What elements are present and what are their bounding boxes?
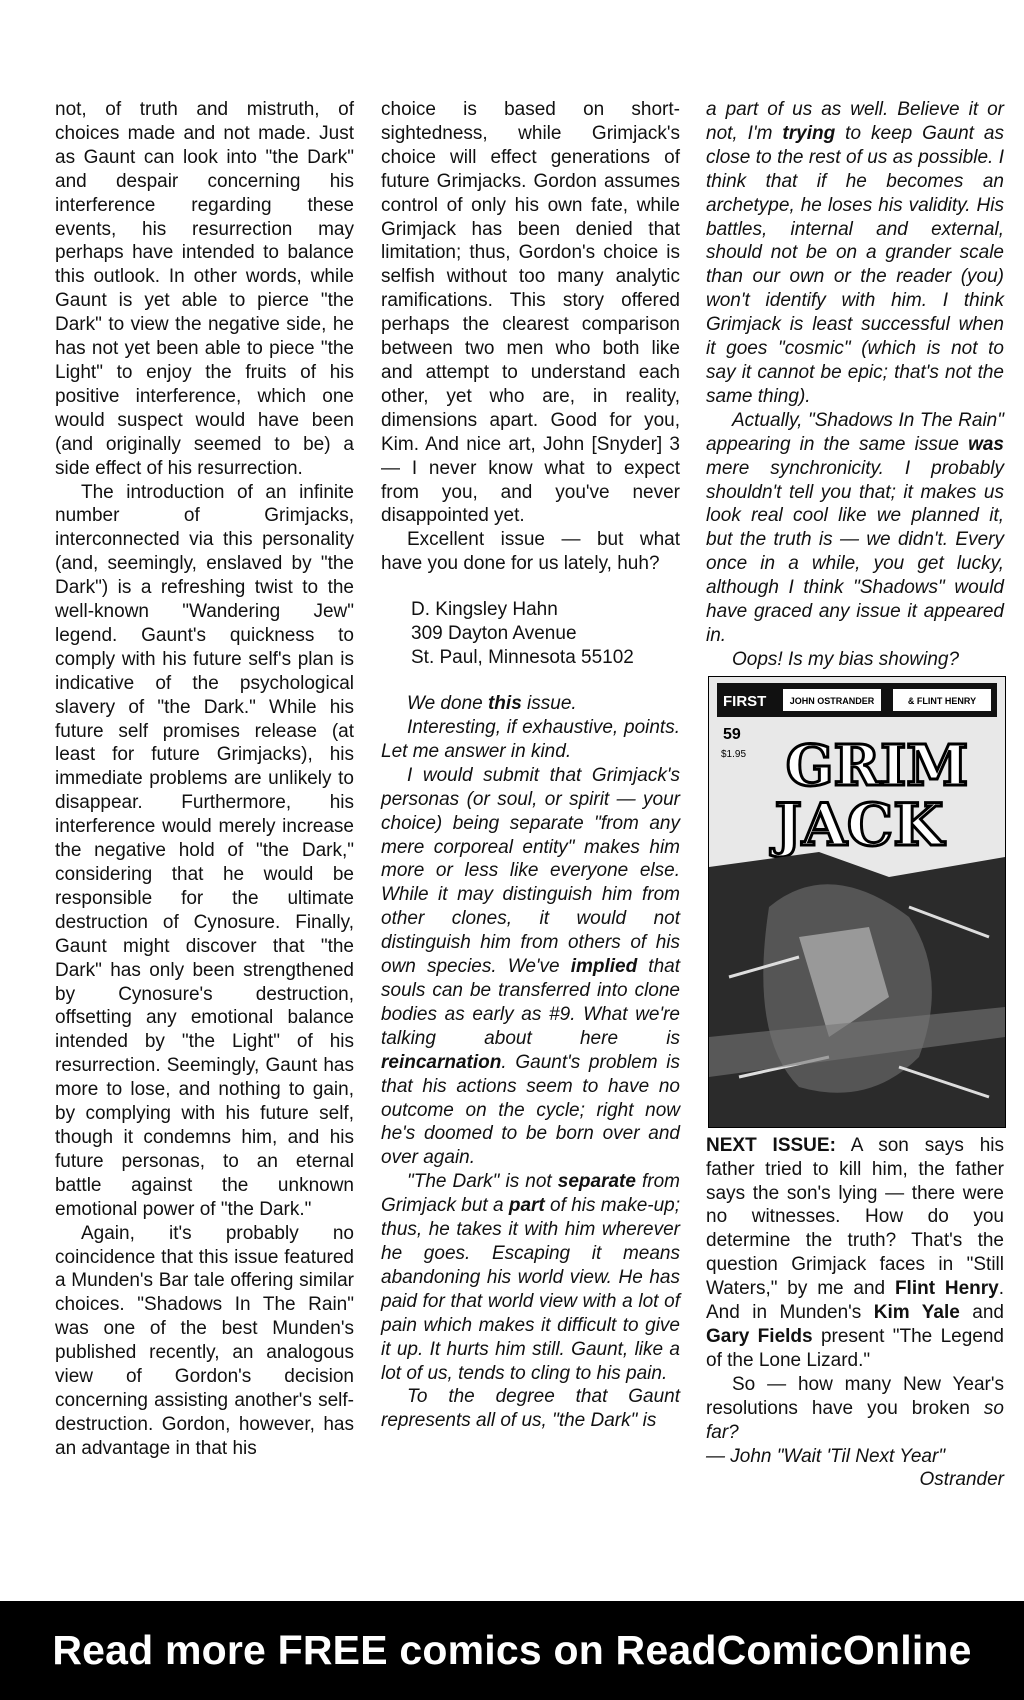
writer-street: 309 Dayton Avenue — [411, 623, 577, 645]
reply-paragraph-5: To the degree that Gaunt represents all of us, "the Dark" is — [381, 1386, 680, 1432]
credit-left: JOHN OSTRANDER — [789, 695, 875, 706]
column-2 — [381, 98, 680, 1433]
title-logo-bottom: JACK — [774, 790, 944, 859]
column-3 — [706, 98, 1004, 1492]
letter-writer-address — [411, 598, 680, 670]
next-issue-paragraph: NEXT ISSUE: A son says his father tried to kill him, the father says the son's lying — there were no witnesses. How do you determine the truth? That's the question Grimjack faces in "Still Waters," by me and Flint Henry. And in Munden's Kim Yale and Gary Fields present "The Legend of the Lone Lizard." — [706, 1134, 1004, 1371]
col1-paragraph-1: not, of truth and mistruth, of choices made and not made. Just as Gaunt can look into "the Dark" and despair concerning his interference regarding these events, his resurrection may perhaps have intended to balance this outlook. In other words, while Gaunt is yet able to pierce "the Dark" to view the negative side, he has not yet been able to piece "the Light" to enjoy the fruits of his positive interference, which one would suspect would have been (and originally seemed to be) a side effect of his resurrection. — [55, 99, 354, 479]
reply-paragraph-8: Oops! Is my bias showing? — [732, 648, 960, 670]
col1-paragraph-3: Again, it's probably no coincidence that this issue featured a Munden's Bar tale offering similar choices. "Shadows In The Rain" was one of the best Munden's published recently, an analogous view of Gordon's decision concerning assisting another's self-destruction. Gordon, however, has an advantage in that his — [55, 1222, 354, 1459]
reply-paragraph-6: a part of us as well. Believe it or not, I'm trying to keep Gaunt as close to the rest of us as possible. I think that if he becomes an archetype, he loses his validity. His battles, internal and external, should not be on a grander scale than our own or the reader (you) won't identify with him. I think Grimjack is least successful when it goes "cosmic" (which is not to say it cannot be epic; that's not the same thing). — [706, 99, 1004, 407]
writer-city: St. Paul, Minnesota 55102 — [411, 647, 634, 669]
cover-price: $1.95 — [721, 748, 747, 760]
reply-paragraph-3: I would submit that Grimjack's personas (or soul, or spirit — your choice) being separate "from any mere corporeal entity" makes him more or less like everyone else. While it may distinguish him from other clones, it would not distinguish him from others of his own species. We've implied that souls can be transferred into clone bodies as early as #9. What we're talking about here is reincarnation. Gaunt's problem is that his actions seem to have no outcome on the cycle; right now he's doomed to be born over and over again. — [381, 764, 680, 1169]
reply-paragraph-7: Actually, "Shadows In The Rain" appearing in the same issue was mere synchronicity. I probably shouldn't tell you that; it makes us look real cool like we planned it, but the truth is — we didn't. Every once in a while, you get lucky, although I think "Shadows" would have graced any issue it appeared in. — [706, 409, 1004, 646]
writer-name: D. Kingsley Hahn — [411, 599, 558, 621]
signature-line-1: — John "Wait 'Til Next Year" — [706, 1445, 946, 1467]
reply-paragraph-4: "The Dark" is not separate from Grimjack but a part of his make-up; thus, he takes it with him wherever he goes. Escaping it means abandoning his world view. He has paid for that world view with a lot of pain which makes it difficult to give it up. It hurts him still. Gaunt, like a lot of us, tends to cling to his pain. — [381, 1171, 681, 1384]
title-logo-top: GRIM — [785, 732, 969, 799]
issue-number: 59 — [723, 725, 741, 743]
banner-text: Read more FREE comics on ReadComicOnline — [52, 1627, 972, 1673]
reply-paragraph-2: Interesting, if exhaustive, points. Let me answer in kind. — [381, 717, 680, 762]
col1-paragraph-2: The introduction of an infinite number of Grimjacks, interconnected via this personality (and, seemingly, enslaved by "the Dark") is a refreshing twist to the well-known "Wandering Jew" legend. Gaunt's quickness to comply with his future self's plan is indicative of the psychological slavery of "the Dark." While his future self promises release (at least for future Grimjacks), his immediate problems are unlikely to disappear. Furthermore, his interference would merely increase the negative hold of "the Dark," considering that he would be responsible for the ultimate destruction of Cynosure. Finally, Gaunt might discover that "the Dark" has only been strengthened by Cynosure's destruction, offsetting any emotional balance intended by "the Light" of his resurrection. Seemingly, Gaunt has more to lose, and nothing to gain, by complying with his future self, though it condemns him, and his future personas, to an eternal battle against the unknown emotional power of "the Dark." — [55, 481, 354, 1220]
column-1 — [55, 98, 354, 1461]
credit-right: & FLINT HENRY — [907, 695, 977, 706]
cover-art — [709, 677, 1005, 1127]
col2-paragraph-2: Excellent issue — but what have you done for us lately, huh? — [381, 529, 680, 575]
col2-paragraph-1: choice is based on short-sightedness, while Grimjack's choice will effect generations of future Grimjacks. Gordon assumes control of only his own fate, while Grimjack has been denied that limitation; thus, Gordon's choice is selfish without too many analytic ramifications. This story offered perhaps the clearest comparison between two men who both like and attempt to understand each other, yet who are, in reality, dimensions apart. Good for you, Kim. And nice art, John [Snyder] 3 — I never know what to expect from you, and you've never disappointed yet. — [381, 99, 680, 527]
promo-banner[interactable] — [0, 1601, 1024, 1700]
signature-line-2: Ostrander — [919, 1469, 1004, 1491]
closing-paragraph: So — how many New Year's resolutions have you broken so far? — [706, 1373, 1004, 1443]
publisher-logo: FIRST — [723, 692, 767, 710]
comic-cover-image — [708, 676, 1006, 1128]
reply-paragraph-1: We done this issue. — [407, 693, 577, 715]
